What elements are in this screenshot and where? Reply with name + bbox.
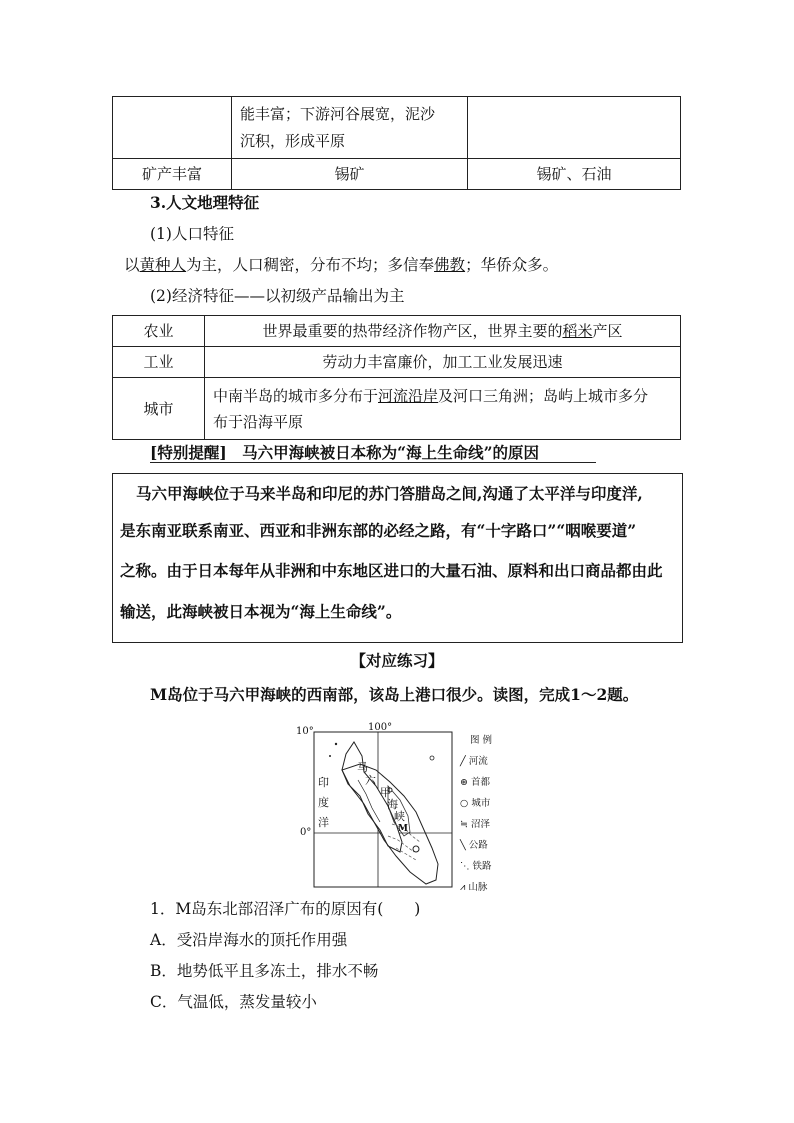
section-title: 3.人文地理特征 — [150, 193, 260, 212]
table-cell: 农业 — [113, 316, 205, 347]
map-label: 甲 — [380, 786, 391, 799]
population-title: (1)人口特征 — [150, 225, 234, 243]
map-label: 洋 — [318, 816, 329, 829]
map-label: 峡 — [394, 810, 405, 823]
table-cell: 矿产丰富 — [113, 159, 232, 190]
table-cell: 劳动力丰富廉价，加工工业发展迅速 — [205, 347, 681, 378]
legend — [460, 730, 524, 898]
legend-label: 铁路 — [472, 861, 492, 872]
table-row — [113, 378, 681, 440]
m-island-label: M — [398, 824, 408, 834]
table-cell — [205, 378, 681, 440]
underlined-term: 黄种人 — [139, 256, 187, 274]
island-dot — [329, 755, 331, 757]
cell-line: 布于沿海平原 — [213, 412, 304, 431]
legend-label: 河流 — [468, 756, 488, 767]
legend-item-mountain — [460, 877, 524, 898]
mountain-icon: ⩘ — [460, 882, 466, 893]
table-cell — [232, 97, 468, 159]
text-span: 以 — [124, 256, 140, 274]
tip-line: 马六甲海峡位于马来半岛和印尼的苏门答腊岛之间,沟通了太平洋与印度洋, — [136, 484, 643, 503]
city-marker — [413, 846, 419, 852]
city-icon: ○ — [460, 798, 469, 809]
legend-item-swamp — [460, 814, 524, 835]
map-label: 度 — [318, 796, 329, 809]
legend-item-river — [460, 751, 524, 772]
lat-0-label: 0° — [300, 827, 312, 838]
tip-box — [112, 473, 683, 643]
question-intro: M岛位于马六甲海峡的西南部，该岛上港口很少。读图，完成1～2题。 — [150, 685, 639, 704]
table-row — [113, 159, 681, 190]
tip-line: 之称。由于日本每年从非洲和中东地区进口的大量石油、原料和出口商品都由此 — [120, 561, 663, 580]
tip-line: 是东南亚联系南亚、西亚和非洲东部的必经之路，有“十字路口”“咽喉要道” — [120, 521, 637, 540]
economy-table — [112, 315, 681, 440]
legend-title: 图 例 — [470, 735, 493, 746]
economy-title: (2)经济特征——以初级产品输出为主 — [150, 287, 405, 305]
table-cell — [113, 97, 232, 159]
legend-label: 首都 — [471, 777, 491, 788]
table-cell: 锡矿、石油 — [468, 159, 681, 190]
resource-table — [112, 96, 681, 190]
table-cell: 城市 — [113, 378, 205, 440]
table-cell: 工业 — [113, 347, 205, 378]
swamp-icon: ≒ — [460, 819, 468, 830]
option-c: C．气温低，蒸发量较小 — [150, 993, 317, 1011]
tip-line: 输送，此海峡被日本视为“海上生命线”。 — [120, 602, 402, 621]
underlined-term: 佛教 — [434, 256, 466, 274]
legend-item-city — [460, 793, 524, 814]
table-row — [113, 316, 681, 347]
legend-item-road — [460, 835, 524, 856]
legend-label: 沼泽 — [471, 819, 491, 830]
option-a: A．受沿岸海水的顶托作用强 — [150, 931, 348, 949]
river-icon: ╱ — [460, 756, 466, 767]
cell-line: 能丰富；下游河谷展宽，泥沙 — [240, 104, 436, 123]
table-cell — [205, 316, 681, 347]
table-row — [113, 347, 681, 378]
table-row — [113, 97, 681, 159]
legend-label: 山脉 — [468, 882, 488, 893]
map-label: 六 — [365, 774, 376, 787]
legend-label: 城市 — [471, 798, 491, 809]
population-text — [124, 254, 558, 276]
railway-icon: ⋱ — [460, 861, 470, 872]
map-label: 海 — [387, 798, 398, 811]
legend-item-railway — [460, 856, 524, 877]
legend-label: 公路 — [468, 840, 488, 851]
text-span: 中南半岛的城市多分布于 — [213, 386, 379, 405]
cell-line: 沉积，形成平原 — [240, 131, 346, 150]
tip-header: [特别提醒] 马六甲海峡被日本称为“海上生命线”的原因 — [150, 443, 540, 462]
text-span: ；华侨众多。 — [465, 256, 559, 274]
text-span: 为主，人口稠密，分布不均；多信奉 — [186, 256, 435, 274]
legend-item-capital — [460, 772, 524, 793]
text-span: 世界最重要的热带经济作物产区，世界主要的 — [262, 322, 563, 340]
option-b: B．地势低平且多冻土，排水不畅 — [150, 962, 379, 980]
lat-10-label: 10° — [296, 726, 314, 737]
text-span: 及河口三角洲；岛屿上城市多分 — [438, 386, 649, 405]
capital-icon: ⊛ — [460, 777, 468, 788]
city-marker — [430, 756, 434, 760]
road-icon: ╲ — [460, 840, 466, 851]
table-cell: 锡矿 — [232, 159, 468, 190]
map-label: 印 — [318, 776, 329, 789]
question-stem: 1．M岛东北部沼泽广布的原因有( ) — [150, 900, 421, 918]
practice-header: 【对应练习】 — [350, 651, 444, 670]
tip-header-underline — [150, 462, 596, 463]
table-cell — [468, 97, 681, 159]
underlined-term: 河流沿岸 — [378, 386, 439, 405]
island-dot — [335, 743, 337, 745]
text-span: 产区 — [592, 322, 623, 340]
cell-line — [213, 383, 679, 409]
map-figure — [292, 722, 524, 893]
lon-100-label: 100° — [368, 722, 393, 733]
underlined-term: 稻米 — [562, 322, 593, 340]
map-label: 马 — [357, 761, 368, 774]
